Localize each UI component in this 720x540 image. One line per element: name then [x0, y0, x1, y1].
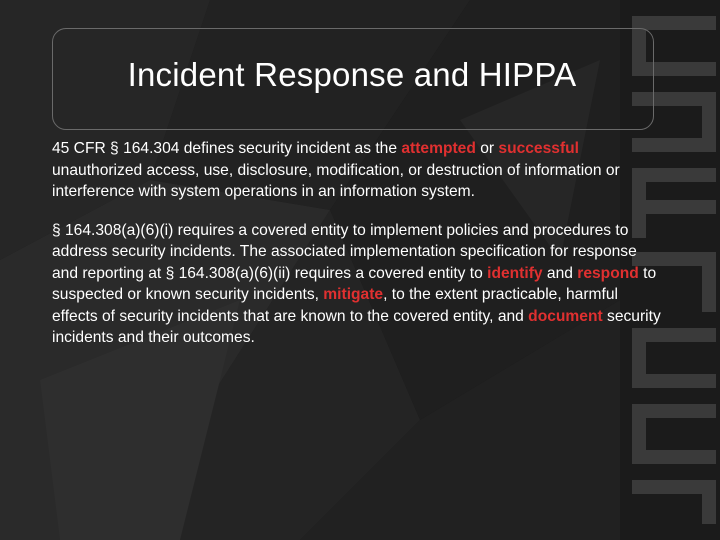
text-run: or — [475, 140, 499, 157]
paragraph-definition — [52, 138, 664, 203]
slide-body — [52, 138, 664, 366]
highlight-mitigate: mitigate — [323, 286, 384, 303]
text-run: and — [542, 264, 578, 282]
highlight-identify: identify — [487, 264, 543, 282]
highlight-document: document — [528, 307, 603, 325]
highlight-attempted: attempted — [401, 140, 476, 157]
text-run: unauthorized access, use, disclosure, modification, or destruction of information or interference with system operations in an information system. — [52, 161, 620, 200]
slide-title: Incident Response and HIPPA — [127, 56, 577, 93]
text-run: 45 CFR § 164.304 defines security incident as the — [52, 140, 402, 157]
highlight-successful: successful — [498, 140, 580, 157]
text-run: § 164.308(a)(6)(i) requires a covered entity to implement policies and procedures to address security incidents. The associated implementation specification for response and reporting at § 164.308(a)(6)(ii) requires a covered entity to — [52, 221, 637, 282]
text-run: , to the extent practicable, harmful effects of security incidents that are known to the covered entity, and — [52, 286, 618, 325]
highlight-respond: respond — [577, 264, 639, 282]
paragraph-requirements — [52, 220, 664, 349]
text-run: to suspected or known security incidents, — [52, 264, 657, 303]
text-run: security incidents and their outcomes. — [52, 307, 661, 346]
